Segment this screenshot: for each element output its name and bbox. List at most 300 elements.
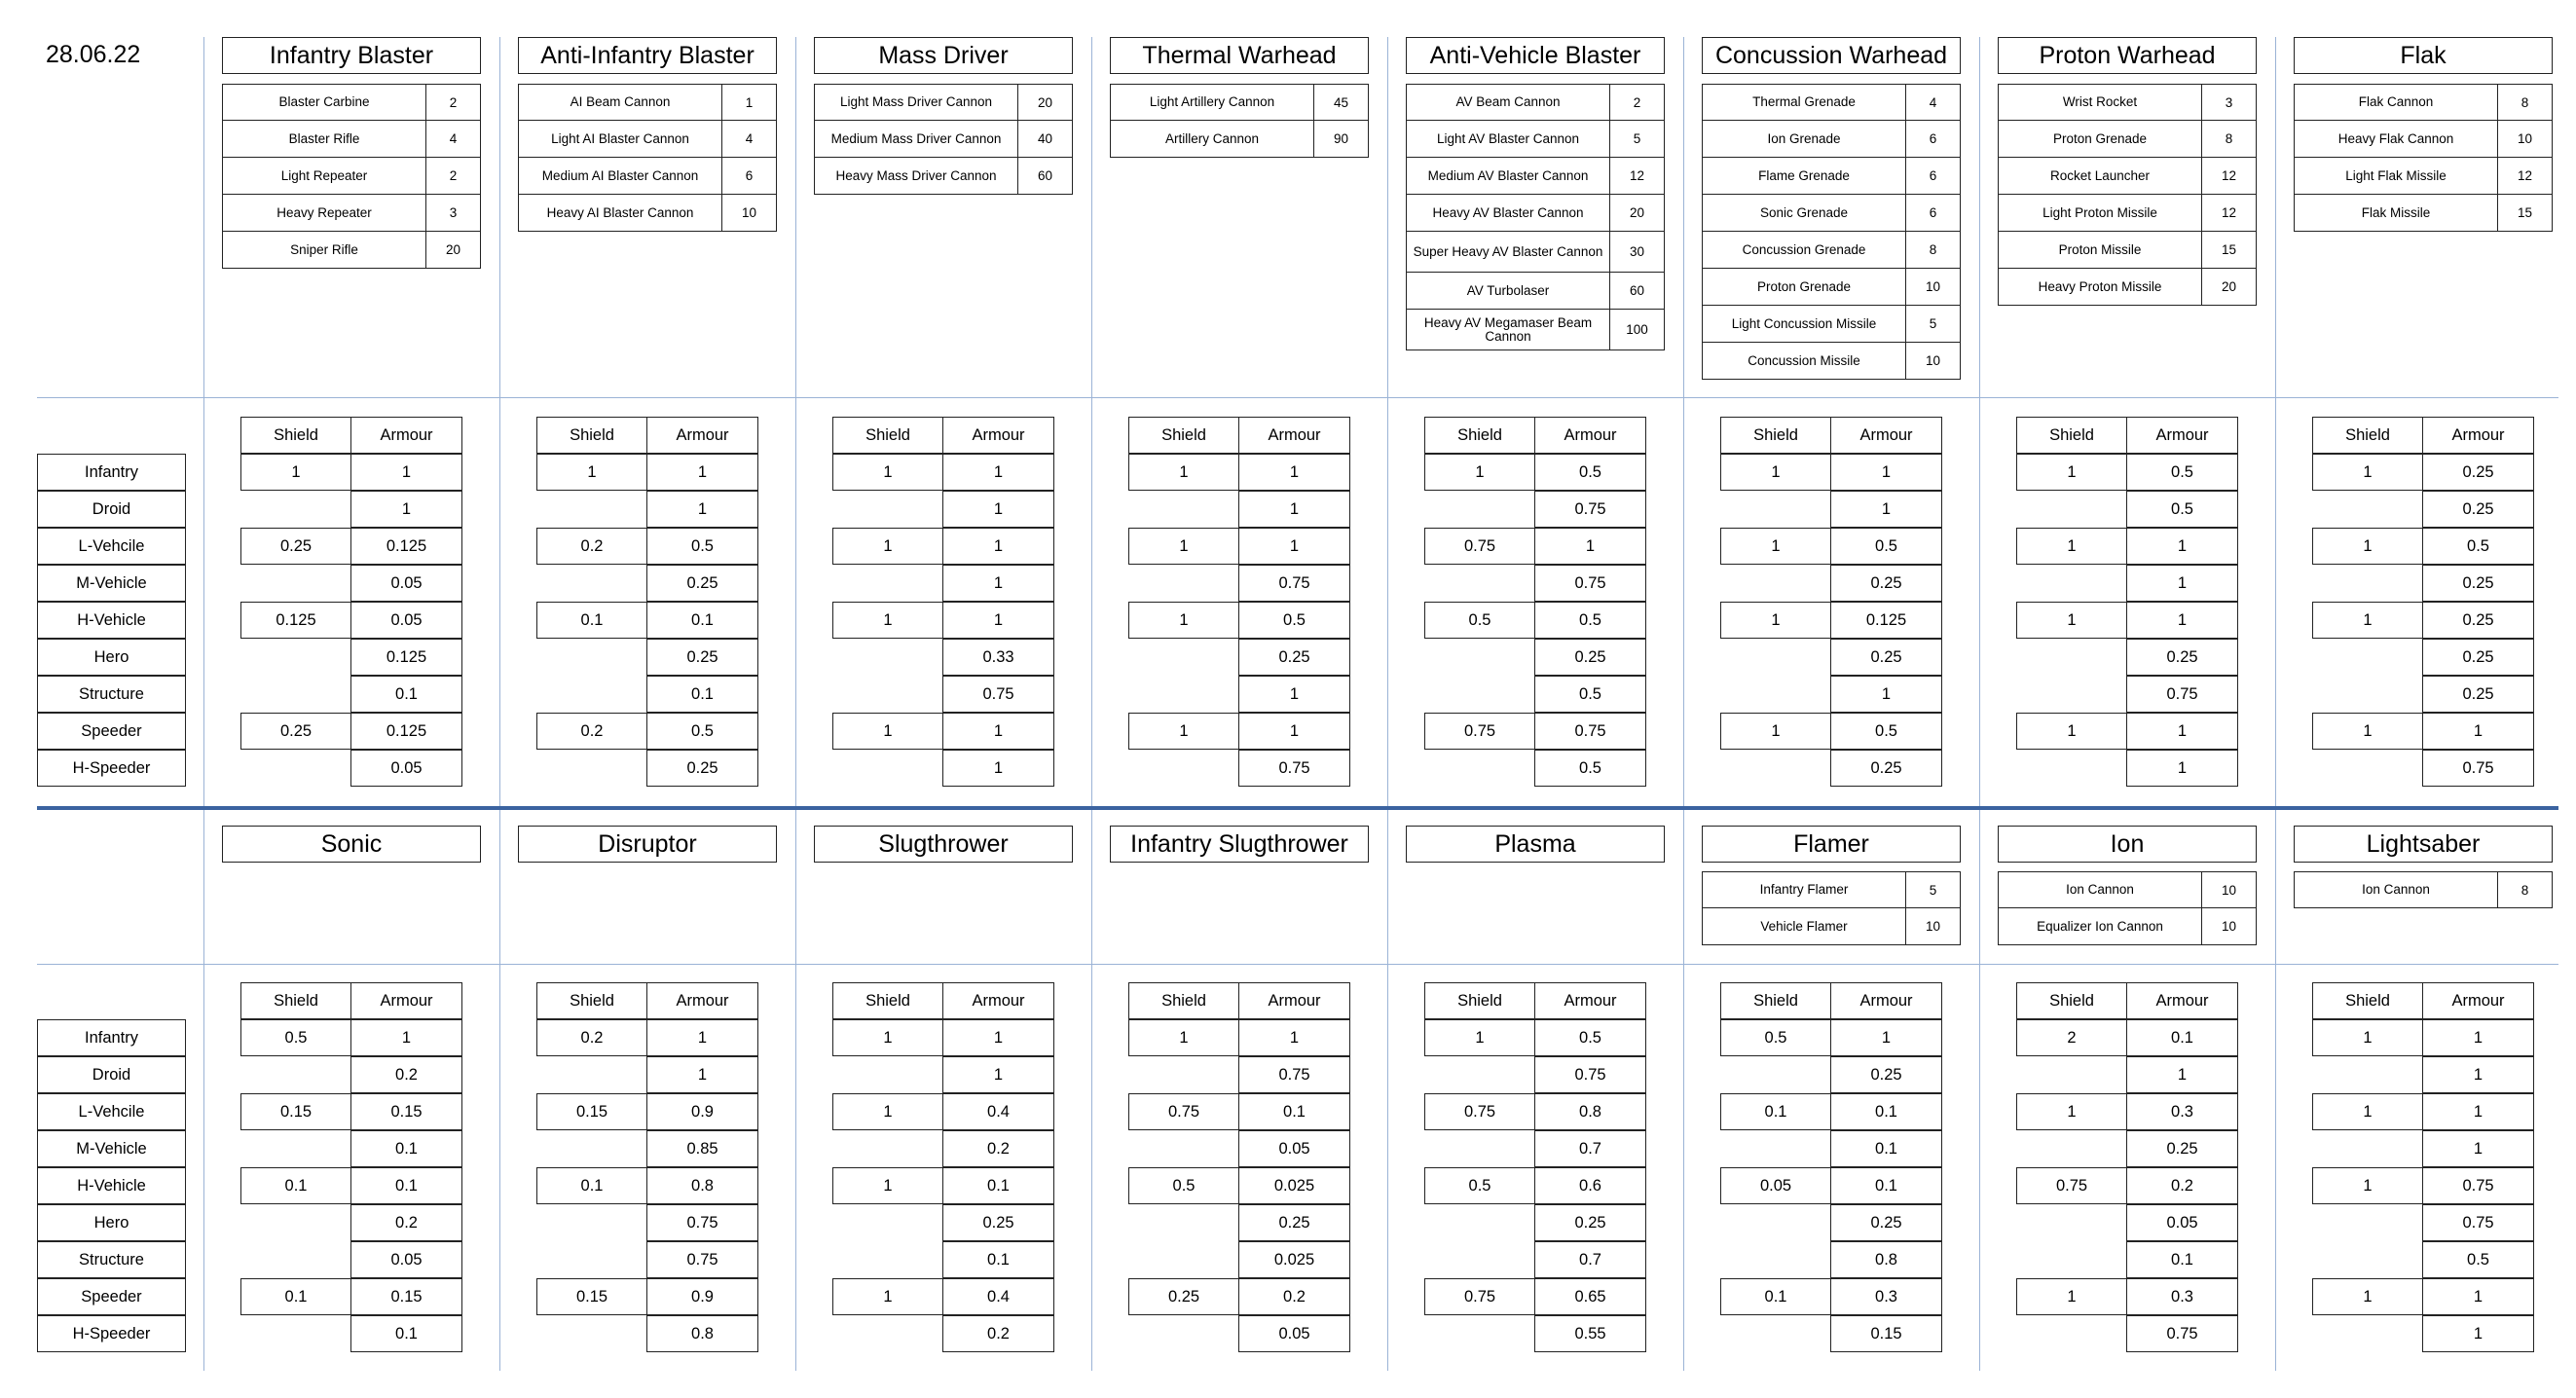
weapon-value: 2 [426, 84, 481, 121]
weapon-value: 5 [1906, 306, 1961, 343]
weapon-value: 10 [1906, 269, 1961, 306]
weapon-row [1702, 871, 1961, 908]
armour-header: Armour [350, 982, 462, 1019]
weapon-name: Blaster Carbine [222, 84, 426, 121]
armour-value: 0.75 [2422, 1204, 2534, 1241]
armour-value: 0.5 [1534, 602, 1646, 639]
weapon-value: 2 [1610, 84, 1665, 121]
shield-value: 1 [832, 1093, 943, 1130]
armour-header: Armour [350, 417, 462, 454]
weapon-name: Ion Cannon [1998, 871, 2202, 908]
armour-value: 0.25 [1534, 1204, 1646, 1241]
weapon-row [1998, 158, 2257, 195]
shield-value: 1 [832, 602, 943, 639]
weapon-name: Concussion Missile [1702, 343, 1906, 380]
column-separator [1387, 810, 1388, 1371]
armour-value: 1 [2422, 1278, 2534, 1315]
armour-value: 1 [1238, 676, 1350, 713]
weapon-row [518, 84, 777, 121]
armour-value: 1 [350, 1019, 462, 1056]
armour-value: 1 [646, 1019, 758, 1056]
weapon-row [1702, 269, 1961, 306]
armour-value: 1 [942, 1056, 1054, 1093]
armour-value: 0.25 [1830, 565, 1942, 602]
armour-value: 0.65 [1534, 1278, 1646, 1315]
armour-value: 0.7 [1534, 1241, 1646, 1278]
weapon-value: 20 [1610, 195, 1665, 232]
weapon-row [1998, 908, 2257, 945]
weapon-name: AV Beam Cannon [1406, 84, 1610, 121]
armour-value: 1 [1238, 1019, 1350, 1056]
weapon-row [1702, 908, 1961, 945]
armour-value: 0.25 [1238, 1204, 1350, 1241]
shield-value: 1 [1720, 528, 1831, 565]
shield-value: 0.1 [1720, 1093, 1831, 1130]
weapon-row [1702, 343, 1961, 380]
shield-value: 1 [240, 454, 351, 491]
category-title: Sonic [222, 826, 481, 863]
weapon-row [222, 158, 481, 195]
shield-header: Shield [2312, 417, 2423, 454]
shield-value: 1 [1720, 454, 1831, 491]
row-label: H-Speeder [37, 1315, 186, 1352]
shield-header: Shield [240, 417, 351, 454]
weapon-value: 8 [1906, 232, 1961, 269]
shield-header: Shield [1424, 982, 1535, 1019]
armour-value: 0.75 [1534, 491, 1646, 528]
column-separator [499, 37, 500, 806]
weapon-row [222, 84, 481, 121]
shield-value: 0.2 [536, 713, 647, 750]
armour-value: 0.7 [1534, 1130, 1646, 1167]
weapon-name: Light Proton Missile [1998, 195, 2202, 232]
weapon-value: 6 [1906, 195, 1961, 232]
armour-value: 1 [942, 528, 1054, 565]
weapon-value: 60 [1610, 273, 1665, 310]
shield-value: 1 [2016, 713, 2127, 750]
armour-value: 1 [2422, 1315, 2534, 1352]
weapon-value: 12 [2498, 158, 2553, 195]
weapon-value: 4 [722, 121, 777, 158]
armour-value: 0.25 [1534, 639, 1646, 676]
weapon-row [1406, 84, 1665, 121]
weapon-name: Medium AV Blaster Cannon [1406, 158, 1610, 195]
armour-value: 0.1 [942, 1167, 1054, 1204]
shield-header: Shield [240, 982, 351, 1019]
column-separator [203, 37, 204, 806]
category-title: Proton Warhead [1998, 37, 2257, 74]
weapon-row [1702, 232, 1961, 269]
shield-value: 1 [1424, 1019, 1535, 1056]
armour-value: 0.75 [1238, 565, 1350, 602]
armour-value: 0.25 [1238, 639, 1350, 676]
weapon-value: 6 [1906, 121, 1961, 158]
shield-value: 0.125 [240, 602, 351, 639]
armour-value: 1 [646, 491, 758, 528]
armour-value: 0.75 [2422, 1167, 2534, 1204]
weapon-name: Heavy Flak Cannon [2294, 121, 2498, 158]
shield-header: Shield [1128, 417, 1239, 454]
weapon-name: Rocket Launcher [1998, 158, 2202, 195]
armour-value: 0.1 [350, 676, 462, 713]
weapon-name: Infantry Flamer [1702, 871, 1906, 908]
armour-value: 0.125 [350, 639, 462, 676]
armour-value: 0.125 [1830, 602, 1942, 639]
armour-value: 0.1 [2126, 1019, 2238, 1056]
armour-value: 0.25 [646, 565, 758, 602]
shield-value: 1 [2312, 454, 2423, 491]
weapon-name: Heavy Mass Driver Cannon [814, 158, 1018, 195]
armour-value: 1 [646, 1056, 758, 1093]
armour-value: 0.1 [646, 676, 758, 713]
armour-value: 0.2 [1238, 1278, 1350, 1315]
category-title: Thermal Warhead [1110, 37, 1369, 74]
armour-value: 0.05 [2126, 1204, 2238, 1241]
shield-value: 1 [2312, 713, 2423, 750]
armour-value: 1 [942, 491, 1054, 528]
shield-header: Shield [536, 982, 647, 1019]
shield-value: 0.75 [1128, 1093, 1239, 1130]
armour-value: 1 [1238, 713, 1350, 750]
weapon-row [1998, 84, 2257, 121]
weapon-value: 45 [1314, 84, 1369, 121]
weapon-row [1998, 232, 2257, 269]
armour-value: 0.75 [2126, 1315, 2238, 1352]
category-title: Infantry Blaster [222, 37, 481, 74]
weapon-value: 8 [2498, 871, 2553, 908]
weapon-name: Wrist Rocket [1998, 84, 2202, 121]
armour-value: 1 [942, 565, 1054, 602]
armour-value: 0.1 [2126, 1241, 2238, 1278]
weapon-name: Vehicle Flamer [1702, 908, 1906, 945]
weapon-value: 1 [722, 84, 777, 121]
weapon-row [1702, 195, 1961, 232]
weapon-name: Super Heavy AV Blaster Cannon [1406, 232, 1610, 273]
armour-value: 0.3 [2126, 1093, 2238, 1130]
weapon-value: 10 [2498, 121, 2553, 158]
armour-value: 0.9 [646, 1093, 758, 1130]
weapon-name: Light Flak Missile [2294, 158, 2498, 195]
row-label: H-Vehicle [37, 1167, 186, 1204]
shield-value: 1 [2312, 1278, 2423, 1315]
armour-value: 0.8 [1830, 1241, 1942, 1278]
row-label: M-Vehicle [37, 1130, 186, 1167]
weapon-name: Artillery Cannon [1110, 121, 1314, 158]
armour-value: 0.05 [350, 565, 462, 602]
shield-value: 0.1 [536, 1167, 647, 1204]
armour-header: Armour [646, 982, 758, 1019]
shield-value: 0.5 [240, 1019, 351, 1056]
armour-value: 0.25 [942, 1204, 1054, 1241]
row-label: L-Vehcile [37, 528, 186, 565]
armour-header: Armour [2422, 417, 2534, 454]
armour-value: 0.5 [1534, 750, 1646, 787]
shield-value: 1 [1128, 602, 1239, 639]
shield-value: 1 [2016, 528, 2127, 565]
armour-header: Armour [942, 417, 1054, 454]
shield-value: 1 [832, 1278, 943, 1315]
armour-value: 1 [1238, 454, 1350, 491]
shield-value: 0.05 [1720, 1167, 1831, 1204]
shield-value: 0.75 [1424, 1278, 1535, 1315]
weapon-name: Heavy Proton Missile [1998, 269, 2202, 306]
weapon-value: 10 [722, 195, 777, 232]
weapon-value: 6 [1906, 158, 1961, 195]
shield-value: 0.15 [536, 1278, 647, 1315]
armour-value: 1 [1238, 491, 1350, 528]
shield-value: 0.1 [536, 602, 647, 639]
armour-value: 1 [2422, 713, 2534, 750]
armour-value: 1 [2126, 1056, 2238, 1093]
armour-value: 0.5 [1238, 602, 1350, 639]
weapon-row [1998, 195, 2257, 232]
armour-value: 0.85 [646, 1130, 758, 1167]
armour-value: 1 [1830, 676, 1942, 713]
weapon-row [518, 158, 777, 195]
weapon-value: 15 [2202, 232, 2257, 269]
armour-value: 0.5 [646, 713, 758, 750]
shield-value: 1 [2312, 1019, 2423, 1056]
armour-value: 1 [1238, 528, 1350, 565]
armour-value: 0.25 [2422, 491, 2534, 528]
armour-value: 0.2 [942, 1130, 1054, 1167]
shield-value: 1 [832, 1019, 943, 1056]
shield-value: 0.75 [1424, 713, 1535, 750]
column-separator [795, 37, 796, 806]
armour-value: 0.5 [1534, 1019, 1646, 1056]
weapon-name: Flame Grenade [1702, 158, 1906, 195]
weapon-value: 4 [1906, 84, 1961, 121]
armour-value: 0.2 [2126, 1167, 2238, 1204]
row-label: H-Speeder [37, 750, 186, 787]
category-title: Ion [1998, 826, 2257, 863]
shield-value: 1 [1720, 713, 1831, 750]
shield-value: 0.75 [1424, 528, 1535, 565]
weapon-row [1702, 121, 1961, 158]
armour-value: 0.75 [2422, 750, 2534, 787]
shield-value: 0.75 [1424, 1093, 1535, 1130]
armour-header: Armour [1534, 982, 1646, 1019]
armour-value: 0.05 [350, 602, 462, 639]
weapon-value: 60 [1018, 158, 1073, 195]
weapon-row [1406, 310, 1665, 350]
armour-value: 0.025 [1238, 1167, 1350, 1204]
armour-value: 0.25 [2422, 454, 2534, 491]
armour-value: 0.33 [942, 639, 1054, 676]
row-label: Structure [37, 676, 186, 713]
weapon-name: Heavy AI Blaster Cannon [518, 195, 722, 232]
armour-value: 0.75 [2126, 676, 2238, 713]
weapon-value: 3 [426, 195, 481, 232]
armour-value: 0.3 [1830, 1278, 1942, 1315]
armour-value: 0.75 [1238, 750, 1350, 787]
weapon-row [814, 121, 1073, 158]
shield-value: 0.2 [536, 528, 647, 565]
armour-header: Armour [1238, 982, 1350, 1019]
armour-value: 0.75 [1534, 565, 1646, 602]
weapon-name: Flak Missile [2294, 195, 2498, 232]
column-separator [795, 810, 796, 1371]
armour-value: 0.25 [646, 750, 758, 787]
row-label: Speeder [37, 1278, 186, 1315]
weapon-name: Proton Grenade [1998, 121, 2202, 158]
weapon-name: Thermal Grenade [1702, 84, 1906, 121]
column-separator [1979, 37, 1980, 806]
armour-value: 0.1 [350, 1130, 462, 1167]
column-separator [1683, 37, 1684, 806]
shield-value: 1 [2312, 1093, 2423, 1130]
weapon-name: Ion Grenade [1702, 121, 1906, 158]
armour-header: Armour [1534, 417, 1646, 454]
shield-value: 1 [832, 1167, 943, 1204]
armour-value: 0.4 [942, 1278, 1054, 1315]
shield-value: 0.1 [240, 1167, 351, 1204]
weapon-row [518, 121, 777, 158]
armour-value: 0.5 [2126, 491, 2238, 528]
row-separator [37, 964, 2558, 965]
armour-value: 0.25 [1830, 750, 1942, 787]
date-label: 28.06.22 [46, 41, 141, 68]
shield-value: 1 [2016, 1278, 2127, 1315]
weapon-name: Sniper Rifle [222, 232, 426, 269]
weapon-name: Sonic Grenade [1702, 195, 1906, 232]
armour-header: Armour [1238, 417, 1350, 454]
armour-value: 0.125 [350, 528, 462, 565]
armour-value: 0.5 [1830, 528, 1942, 565]
armour-value: 0.1 [1830, 1130, 1942, 1167]
armour-value: 1 [350, 454, 462, 491]
armour-value: 0.5 [2422, 1241, 2534, 1278]
armour-value: 0.15 [350, 1278, 462, 1315]
weapon-name: Medium AI Blaster Cannon [518, 158, 722, 195]
weapon-name: Light Concussion Missile [1702, 306, 1906, 343]
weapon-name: Ion Cannon [2294, 871, 2498, 908]
armour-value: 0.4 [942, 1093, 1054, 1130]
armour-value: 0.25 [646, 639, 758, 676]
weapon-name: AI Beam Cannon [518, 84, 722, 121]
column-separator [1683, 810, 1684, 1371]
shield-header: Shield [1720, 982, 1831, 1019]
armour-value: 0.1 [350, 1315, 462, 1352]
weapon-row [1406, 195, 1665, 232]
armour-value: 1 [646, 454, 758, 491]
shield-value: 0.25 [240, 713, 351, 750]
shield-value: 1 [2016, 454, 2127, 491]
category-title: Concussion Warhead [1702, 37, 1961, 74]
column-separator [203, 810, 204, 1371]
weapon-value: 15 [2498, 195, 2553, 232]
armour-value: 0.15 [350, 1093, 462, 1130]
shield-header: Shield [536, 417, 647, 454]
shield-header: Shield [1720, 417, 1831, 454]
shield-header: Shield [2016, 417, 2127, 454]
armour-value: 0.75 [646, 1241, 758, 1278]
row-label: Hero [37, 1204, 186, 1241]
armour-value: 1 [942, 750, 1054, 787]
row-label: Infantry [37, 454, 186, 491]
armour-value: 1 [2422, 1093, 2534, 1130]
armour-value: 1 [1830, 454, 1942, 491]
column-separator [1387, 37, 1388, 806]
shield-value: 0.1 [240, 1278, 351, 1315]
shield-header: Shield [832, 417, 943, 454]
weapon-name: Medium Mass Driver Cannon [814, 121, 1018, 158]
weapon-row [1110, 121, 1369, 158]
shield-header: Shield [2312, 982, 2423, 1019]
shield-value: 1 [832, 713, 943, 750]
weapon-value: 2 [426, 158, 481, 195]
weapon-name: Light Repeater [222, 158, 426, 195]
armour-header: Armour [1830, 982, 1942, 1019]
armour-value: 1 [1830, 1019, 1942, 1056]
armour-value: 0.05 [350, 750, 462, 787]
shield-value: 1 [1128, 1019, 1239, 1056]
armour-value: 0.75 [1534, 1056, 1646, 1093]
armour-header: Armour [2422, 982, 2534, 1019]
shield-value: 0.15 [240, 1093, 351, 1130]
category-title: Slugthrower [814, 826, 1073, 863]
armour-value: 0.8 [646, 1315, 758, 1352]
armour-value: 0.1 [1830, 1167, 1942, 1204]
weapon-row [1110, 84, 1369, 121]
armour-value: 0.25 [1830, 1204, 1942, 1241]
category-title: Anti-Infantry Blaster [518, 37, 777, 74]
weapon-name: Flak Cannon [2294, 84, 2498, 121]
armour-header: Armour [1830, 417, 1942, 454]
armour-value: 0.05 [1238, 1315, 1350, 1352]
category-title: Flak [2294, 37, 2553, 74]
weapon-row [1702, 158, 1961, 195]
shield-header: Shield [1128, 982, 1239, 1019]
armour-header: Armour [942, 982, 1054, 1019]
armour-value: 0.5 [1830, 713, 1942, 750]
armour-value: 0.1 [942, 1241, 1054, 1278]
shield-value: 0.75 [2016, 1167, 2127, 1204]
weapon-row [222, 195, 481, 232]
weapon-value: 12 [2202, 195, 2257, 232]
weapon-name: Proton Missile [1998, 232, 2202, 269]
weapon-row [1998, 121, 2257, 158]
armour-value: 0.2 [350, 1056, 462, 1093]
weapon-row [2294, 195, 2553, 232]
category-title: Disruptor [518, 826, 777, 863]
category-title: Plasma [1406, 826, 1665, 863]
armour-value: 0.25 [2126, 639, 2238, 676]
armour-value: 0.1 [1830, 1093, 1942, 1130]
category-title: Mass Driver [814, 37, 1073, 74]
armour-value: 1 [1534, 528, 1646, 565]
shield-value: 1 [1720, 602, 1831, 639]
weapon-row [2294, 84, 2553, 121]
weapon-value: 5 [1610, 121, 1665, 158]
armour-value: 0.25 [2422, 565, 2534, 602]
armour-value: 0.05 [1238, 1130, 1350, 1167]
weapon-value: 3 [2202, 84, 2257, 121]
weapon-value: 10 [1906, 908, 1961, 945]
armour-value: 0.5 [2422, 528, 2534, 565]
weapon-name: Heavy AV Blaster Cannon [1406, 195, 1610, 232]
armour-value: 0.5 [1534, 454, 1646, 491]
armour-value: 1 [2126, 713, 2238, 750]
weapon-row [2294, 871, 2553, 908]
armour-value: 0.1 [350, 1167, 462, 1204]
shield-header: Shield [1424, 417, 1535, 454]
weapon-value: 10 [2202, 908, 2257, 945]
weapon-row [2294, 121, 2553, 158]
shield-value: 1 [2016, 602, 2127, 639]
weapon-row [1998, 871, 2257, 908]
armour-value: 0.2 [942, 1315, 1054, 1352]
